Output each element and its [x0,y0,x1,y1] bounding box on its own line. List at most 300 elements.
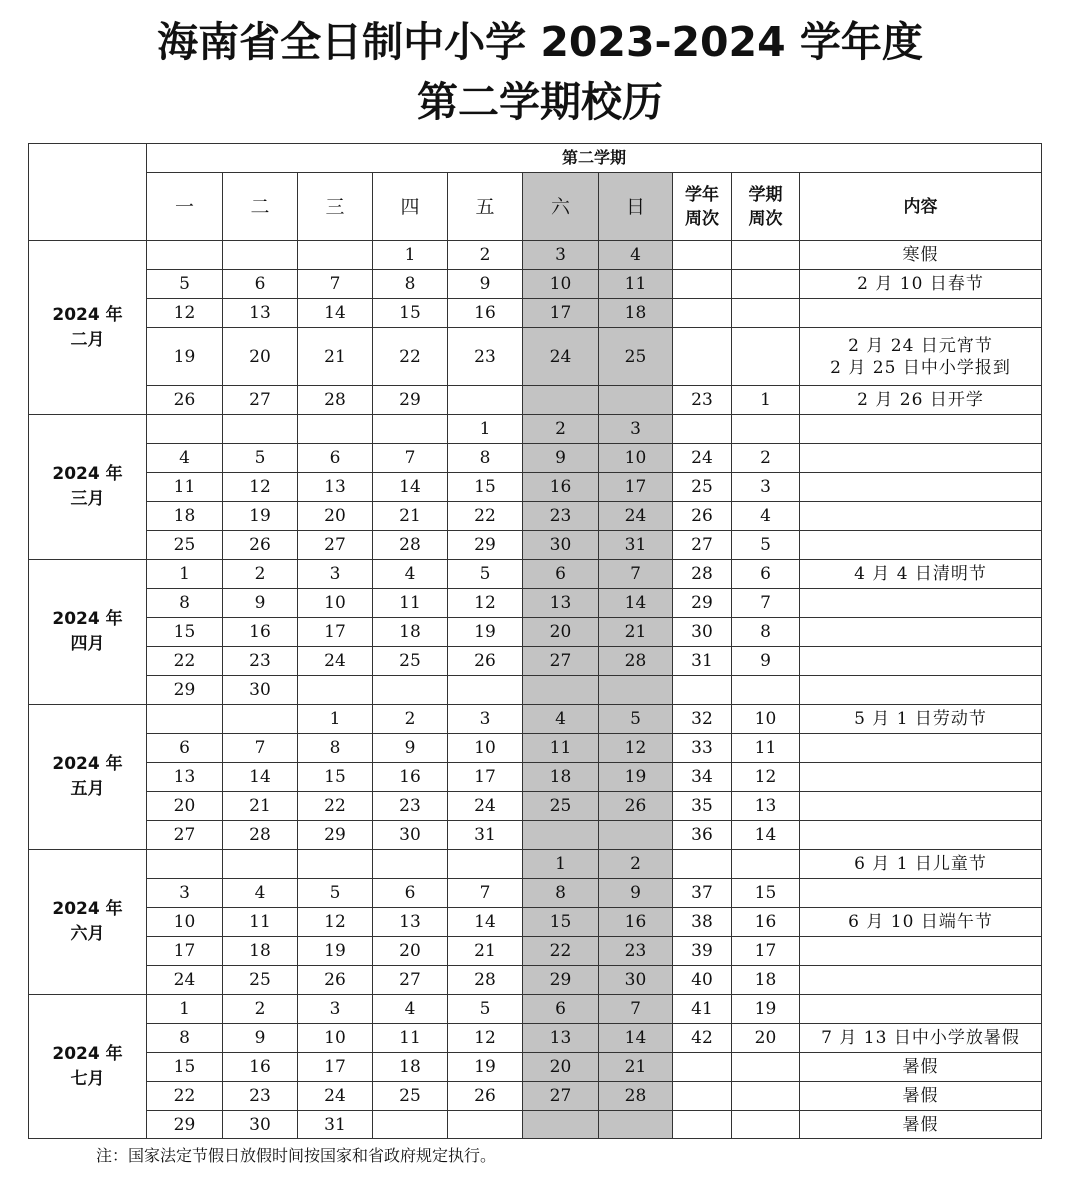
day-cell-sat: 30 [523,531,599,560]
table-row [29,937,1042,966]
semester-week-cell: 20 [732,1024,800,1053]
day-cell-tue: 9 [223,589,298,618]
day-cell-sat: 1 [523,850,599,879]
table-row [29,763,1042,792]
day-cell-wed: 19 [298,937,373,966]
content-header: 内容 [800,173,1042,241]
day-cell-fri: 19 [448,1053,523,1082]
content-cell: 2 月 24 日元宵节 2 月 25 日中小学报到 [800,328,1042,386]
day-cell-sun: 11 [599,270,673,299]
day-cell-sat: 4 [523,705,599,734]
day-cell-mon: 17 [147,937,223,966]
content-cell: 4 月 4 日清明节 [800,560,1042,589]
content-cell [800,589,1042,618]
day-cell-tue [223,850,298,879]
day-cell-thu: 20 [373,937,448,966]
day-cell-sun: 14 [599,589,673,618]
content-cell: 暑假 [800,1111,1042,1139]
day-cell-sun: 4 [599,241,673,270]
semester-week-cell: 2 [732,444,800,473]
month-label: 2024 年 四月 [29,560,147,705]
day-cell-sat: 2 [523,415,599,444]
day-cell-fri: 23 [448,328,523,386]
day-cell-mon: 8 [147,1024,223,1053]
semester-week-cell: 9 [732,647,800,676]
day-cell-fri: 8 [448,444,523,473]
content-cell [800,966,1042,995]
day-cell-fri: 21 [448,937,523,966]
day-cell-wed: 10 [298,1024,373,1053]
table-row [29,792,1042,821]
day-cell-sat: 16 [523,473,599,502]
content-cell [800,647,1042,676]
day-cell-tue: 12 [223,473,298,502]
day-cell-fri: 10 [448,734,523,763]
day-cell-fri: 14 [448,908,523,937]
school-year-week-cell: 27 [673,531,732,560]
day-cell-sat: 6 [523,995,599,1024]
day-cell-mon: 6 [147,734,223,763]
school-year-week-cell: 35 [673,792,732,821]
day-cell-tue: 23 [223,647,298,676]
table-row [29,328,1042,386]
day-cell-tue: 18 [223,937,298,966]
day-cell-mon: 26 [147,386,223,415]
day-cell-fri [448,676,523,705]
semester-week-cell [732,270,800,299]
school-calendar-table [28,143,1042,1139]
school-year-week-cell: 40 [673,966,732,995]
day-cell-fri: 12 [448,1024,523,1053]
page-subtitle: 第二学期校历 [417,78,663,126]
day-cell-fri: 22 [448,502,523,531]
content-cell [800,676,1042,705]
day-cell-sun: 31 [599,531,673,560]
day-cell-thu: 18 [373,618,448,647]
day-cell-thu: 15 [373,299,448,328]
day-cell-tue: 30 [223,676,298,705]
month-label: 2024 年 七月 [29,995,147,1139]
day-cell-fri: 26 [448,1082,523,1111]
day-cell-thu [373,415,448,444]
day-cell-wed: 10 [298,589,373,618]
semester-week-cell [732,1053,800,1082]
content-cell: 2 月 26 日开学 [800,386,1042,415]
day-cell-thu: 25 [373,1082,448,1111]
day-cell-wed [298,415,373,444]
day-cell-mon: 18 [147,502,223,531]
school-year-week-cell [673,676,732,705]
day-cell-thu [373,1111,448,1139]
content-cell [800,763,1042,792]
school-year-week-cell [673,415,732,444]
day-cell-sun: 2 [599,850,673,879]
semester-week-cell [732,241,800,270]
content-cell [800,995,1042,1024]
day-cell-tue: 25 [223,966,298,995]
day-cell-wed: 28 [298,386,373,415]
content-cell: 5 月 1 日劳动节 [800,705,1042,734]
weekday-header-sun: 日 [599,173,673,241]
school-year-week-cell: 41 [673,995,732,1024]
day-cell-sun: 12 [599,734,673,763]
day-cell-tue: 16 [223,1053,298,1082]
day-cell-fri: 26 [448,647,523,676]
semester-week-cell: 16 [732,908,800,937]
day-cell-thu: 11 [373,589,448,618]
semester-week-cell: 3 [732,473,800,502]
school-year-week-cell: 36 [673,821,732,850]
day-cell-sat [523,1111,599,1139]
day-cell-tue: 4 [223,879,298,908]
content-cell: 7 月 13 日中小学放暑假 [800,1024,1042,1053]
table-row [29,560,1042,589]
day-cell-thu: 4 [373,560,448,589]
semester-week-cell: 10 [732,705,800,734]
day-cell-mon: 5 [147,270,223,299]
day-cell-fri: 28 [448,966,523,995]
day-cell-sun: 18 [599,299,673,328]
content-cell [800,792,1042,821]
day-cell-fri: 5 [448,995,523,1024]
semester-header: 第二学期 [147,144,1042,173]
day-cell-tue [223,241,298,270]
table-row [29,676,1042,705]
day-cell-sat [523,386,599,415]
weekday-header-sat: 六 [523,173,599,241]
day-cell-sat: 11 [523,734,599,763]
table-row [29,589,1042,618]
day-cell-wed: 3 [298,560,373,589]
day-cell-fri: 17 [448,763,523,792]
day-cell-fri: 16 [448,299,523,328]
weekday-header-tue: 二 [223,173,298,241]
day-cell-mon: 24 [147,966,223,995]
day-cell-fri [448,850,523,879]
month-label: 2024 年 五月 [29,705,147,850]
day-cell-mon: 11 [147,473,223,502]
day-cell-sun [599,821,673,850]
day-cell-wed: 24 [298,1082,373,1111]
day-cell-mon: 1 [147,995,223,1024]
day-cell-sat: 9 [523,444,599,473]
day-cell-sun: 25 [599,328,673,386]
day-cell-mon [147,850,223,879]
semester-week-cell: 18 [732,966,800,995]
content-cell: 暑假 [800,1082,1042,1111]
day-cell-thu: 28 [373,531,448,560]
table-row [29,879,1042,908]
school-year-week-header: 学年 周次 [673,173,732,241]
day-cell-wed: 1 [298,705,373,734]
day-cell-sat: 27 [523,1082,599,1111]
day-cell-thu: 11 [373,1024,448,1053]
day-cell-fri: 24 [448,792,523,821]
content-cell: 6 月 1 日儿童节 [800,850,1042,879]
day-cell-wed: 8 [298,734,373,763]
day-cell-wed: 27 [298,531,373,560]
semester-week-cell: 15 [732,879,800,908]
day-cell-mon: 3 [147,879,223,908]
school-year-week-cell: 23 [673,386,732,415]
day-cell-fri: 9 [448,270,523,299]
day-cell-tue: 9 [223,1024,298,1053]
table-row [29,734,1042,763]
table-row [29,531,1042,560]
day-cell-tue: 11 [223,908,298,937]
day-cell-sat: 18 [523,763,599,792]
school-year-week-cell: 42 [673,1024,732,1053]
day-cell-mon: 4 [147,444,223,473]
day-cell-tue: 23 [223,1082,298,1111]
day-cell-wed: 12 [298,908,373,937]
day-cell-thu: 9 [373,734,448,763]
school-year-week-cell: 39 [673,937,732,966]
day-cell-tue: 2 [223,560,298,589]
school-year-week-cell [673,1053,732,1082]
day-cell-sun: 3 [599,415,673,444]
school-year-week-cell [673,1082,732,1111]
content-cell: 寒假 [800,241,1042,270]
day-cell-tue: 21 [223,792,298,821]
day-cell-wed: 7 [298,270,373,299]
school-year-week-cell: 31 [673,647,732,676]
content-cell [800,821,1042,850]
day-cell-mon: 10 [147,908,223,937]
day-cell-fri: 7 [448,879,523,908]
day-cell-fri: 2 [448,241,523,270]
table-row [29,618,1042,647]
day-cell-tue: 16 [223,618,298,647]
content-cell [800,415,1042,444]
day-cell-thu: 29 [373,386,448,415]
day-cell-wed: 17 [298,1053,373,1082]
semester-week-cell: 12 [732,763,800,792]
day-cell-mon: 8 [147,589,223,618]
day-cell-tue: 2 [223,995,298,1024]
day-cell-sat: 17 [523,299,599,328]
school-year-week-cell: 37 [673,879,732,908]
day-cell-sat: 23 [523,502,599,531]
table-row [29,821,1042,850]
table-row [29,647,1042,676]
table-row [29,1053,1042,1082]
day-cell-fri: 29 [448,531,523,560]
content-cell [800,444,1042,473]
day-cell-sun: 7 [599,995,673,1024]
day-cell-mon [147,705,223,734]
semester-week-cell: 13 [732,792,800,821]
semester-week-cell: 17 [732,937,800,966]
content-cell [800,473,1042,502]
day-cell-mon: 20 [147,792,223,821]
day-cell-tue: 30 [223,1111,298,1139]
day-cell-wed [298,676,373,705]
day-cell-sat: 27 [523,647,599,676]
day-cell-sun: 9 [599,879,673,908]
table-row [29,415,1042,444]
day-cell-sat: 24 [523,328,599,386]
day-cell-tue: 27 [223,386,298,415]
day-cell-wed: 17 [298,618,373,647]
day-cell-mon: 13 [147,763,223,792]
table-row [29,966,1042,995]
content-cell [800,734,1042,763]
day-cell-wed: 26 [298,966,373,995]
school-year-week-cell: 26 [673,502,732,531]
day-cell-fri: 3 [448,705,523,734]
table-row [29,1111,1042,1139]
day-cell-sat: 22 [523,937,599,966]
day-cell-fri [448,386,523,415]
table-row [29,444,1042,473]
day-cell-wed: 21 [298,328,373,386]
day-cell-fri: 12 [448,589,523,618]
table-row [29,705,1042,734]
day-cell-tue: 14 [223,763,298,792]
day-cell-thu: 13 [373,908,448,937]
day-cell-sun: 26 [599,792,673,821]
day-cell-mon: 27 [147,821,223,850]
semester-week-cell [732,299,800,328]
semester-week-cell: 11 [732,734,800,763]
day-cell-mon: 25 [147,531,223,560]
semester-week-cell: 14 [732,821,800,850]
semester-week-cell: 6 [732,560,800,589]
day-cell-sun: 19 [599,763,673,792]
day-cell-wed: 24 [298,647,373,676]
day-cell-wed: 6 [298,444,373,473]
day-cell-sun: 17 [599,473,673,502]
day-cell-tue [223,415,298,444]
school-year-week-cell [673,270,732,299]
day-cell-thu: 25 [373,647,448,676]
month-label: 2024 年 三月 [29,415,147,560]
school-year-week-cell: 24 [673,444,732,473]
corner-cell [29,144,147,241]
day-cell-mon [147,241,223,270]
day-cell-sun: 28 [599,1082,673,1111]
day-cell-tue: 26 [223,531,298,560]
day-cell-thu: 21 [373,502,448,531]
day-cell-wed: 29 [298,821,373,850]
day-cell-sun: 10 [599,444,673,473]
day-cell-sun: 5 [599,705,673,734]
day-cell-wed: 15 [298,763,373,792]
semester-week-header: 学期 周次 [732,173,800,241]
day-cell-mon: 29 [147,1111,223,1139]
day-cell-tue: 20 [223,328,298,386]
day-cell-sun: 24 [599,502,673,531]
page-title: 海南省全日制中小学 2023-2024 学年度 [157,18,923,66]
day-cell-sat: 10 [523,270,599,299]
day-cell-fri: 5 [448,560,523,589]
day-cell-fri [448,1111,523,1139]
day-cell-mon: 15 [147,1053,223,1082]
school-year-week-cell: 29 [673,589,732,618]
day-cell-mon: 15 [147,618,223,647]
school-year-week-cell [673,241,732,270]
table-row [29,386,1042,415]
day-cell-sun [599,386,673,415]
day-cell-mon [147,415,223,444]
day-cell-tue: 6 [223,270,298,299]
day-cell-sun: 7 [599,560,673,589]
day-cell-wed: 31 [298,1111,373,1139]
school-year-week-cell: 32 [673,705,732,734]
day-cell-thu: 22 [373,328,448,386]
weekday-header-thu: 四 [373,173,448,241]
day-cell-mon: 1 [147,560,223,589]
semester-week-cell: 5 [732,531,800,560]
day-cell-thu: 1 [373,241,448,270]
content-cell [800,502,1042,531]
day-cell-mon: 29 [147,676,223,705]
school-year-week-cell: 33 [673,734,732,763]
day-cell-sat: 20 [523,1053,599,1082]
day-cell-fri: 15 [448,473,523,502]
day-cell-thu [373,850,448,879]
table-row [29,1024,1042,1053]
day-cell-sat: 6 [523,560,599,589]
semester-week-cell: 19 [732,995,800,1024]
day-cell-sat [523,676,599,705]
content-cell [800,937,1042,966]
day-cell-wed: 14 [298,299,373,328]
day-cell-thu: 4 [373,995,448,1024]
content-cell: 暑假 [800,1053,1042,1082]
day-cell-sat: 13 [523,1024,599,1053]
day-cell-fri: 31 [448,821,523,850]
day-cell-tue: 28 [223,821,298,850]
day-cell-thu: 18 [373,1053,448,1082]
semester-week-cell [732,676,800,705]
semester-week-cell: 8 [732,618,800,647]
day-cell-tue: 19 [223,502,298,531]
semester-week-cell: 4 [732,502,800,531]
day-cell-sat: 13 [523,589,599,618]
day-cell-thu: 30 [373,821,448,850]
school-year-week-cell: 25 [673,473,732,502]
day-cell-thu: 14 [373,473,448,502]
table-row [29,473,1042,502]
school-year-week-cell [673,299,732,328]
school-year-week-cell [673,850,732,879]
day-cell-wed: 22 [298,792,373,821]
semester-week-cell [732,1111,800,1139]
day-cell-mon: 12 [147,299,223,328]
day-cell-sat [523,821,599,850]
day-cell-sun [599,1111,673,1139]
semester-week-cell [732,1082,800,1111]
table-row [29,299,1042,328]
day-cell-wed: 20 [298,502,373,531]
day-cell-sun: 28 [599,647,673,676]
day-cell-thu: 6 [373,879,448,908]
table-row [29,241,1042,270]
day-cell-fri: 1 [448,415,523,444]
month-label: 2024 年 二月 [29,241,147,415]
weekday-header-fri: 五 [448,173,523,241]
day-cell-thu: 2 [373,705,448,734]
content-cell: 6 月 10 日端午节 [800,908,1042,937]
day-cell-thu: 16 [373,763,448,792]
semester-week-cell: 7 [732,589,800,618]
day-cell-sat: 8 [523,879,599,908]
table-row [29,995,1042,1024]
day-cell-sun: 30 [599,966,673,995]
content-cell [800,618,1042,647]
